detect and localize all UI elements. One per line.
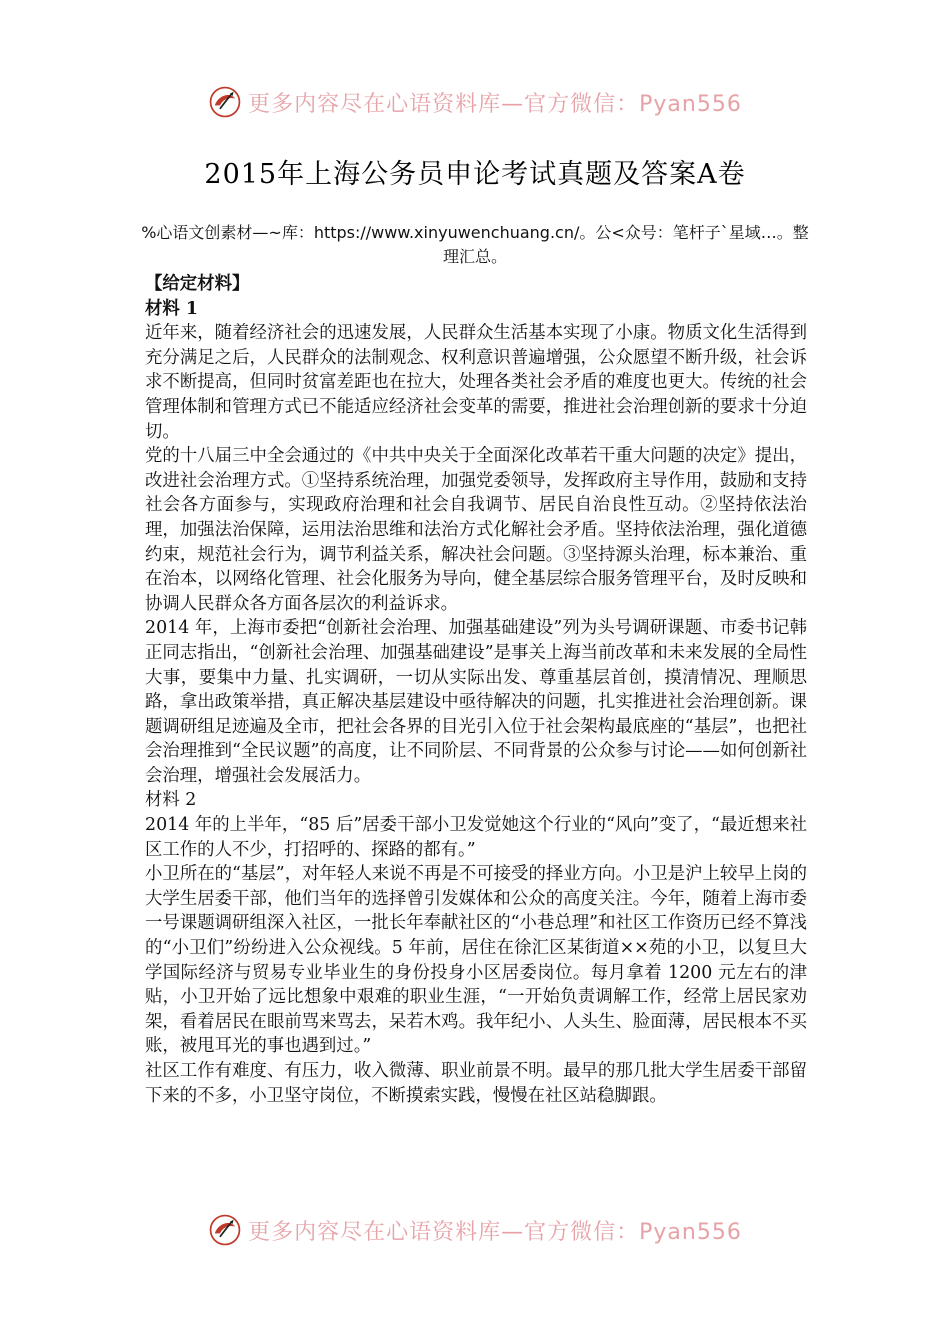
header-banner-text: 更多内容尽在心语资料库—官方微信：Pyan556 — [248, 91, 742, 117]
material-1-heading: 材料 1 — [145, 298, 198, 319]
section-heading: 【给定材料】 — [145, 274, 250, 294]
material-1-paragraph: 2014 年，上海市委把“创新社会治理、加强基础建设”列为头号调研课题、市委书记韩正同志指出，“创新社会治理、加强基础建设”是事关上海当前改革和未来发展的全局性大事，要集中力量、扎实调研，一切从实际出发、尊重基层首创，摸清情况、理顺思路，拿出政策举措，真正解决基层建设中亟待解决的问题，扎实推进社会治理创新。课题调研组足迹遍及全市，把社会各界的目光引入位于社会架构最底座的“基层”，也把社会治理推到“全民议题”的高度，让不同阶层、不同背景的公众参与讨论——如何创新社会治理，增强社会发展活力。 — [145, 618, 807, 786]
document-title: 2015年上海公务员申论考试真题及答案A卷 — [204, 159, 746, 190]
material-2-paragraph: 2014 年的上半年，“85 后”居委干部小卫发觉她这个行业的“风向”变了，“最近想来社区工作的人不少，打招呼的、探路的都有。” — [145, 815, 807, 860]
document-body — [145, 272, 807, 1108]
material-2-paragraph: 社区工作有难度、有压力，收入微薄、职业前景不明。最早的那几批大学生居委干部留下来的不多，小卫坚守岗位，不断摸索实践，慢慢在社区站稳脚跟。 — [145, 1061, 807, 1106]
dolphin-logo-icon — [208, 1213, 242, 1247]
footer-banner-text: 更多内容尽在心语资料库—官方微信：Pyan556 — [248, 1219, 742, 1245]
material-2-paragraph: 小卫所在的“基层”，对年轻人来说不再是不可接受的择业方向。小卫是沪上较早上岗的大学生居委干部，他们当年的选择曾引发媒体和公众的高度关注。今年，随着上海市委一号课题调研组深入社区，一批长年奉献社区的“小巷总理”和社区工作资历已经不算浅的“小卫们”纷纷进入公众视线。5 年前，居住在徐汇区某街道××苑的小卫，以复旦大学国际经济与贸易专业毕业生的身份投身小区居委岗位。每月拿着 1200 元左右的津贴，小卫开始了远比想象中艰难的职业生涯，“一开始负责调解工作，经常上居民家劝架，看着居民在眼前骂来骂去，呆若木鸡。我年纪小、人头生、脸面薄，居民根本不买账，被甩耳光的事也遇到过。” — [145, 864, 807, 1057]
footer-banner — [0, 1208, 950, 1252]
material-1-paragraph: 近年来，随着经济社会的迅速发展，人民群众生活基本实现了小康。物质文化生活得到充分满足之后，人民群众的法制观念、权利意识普遍增强，公众愿望不断升级，社会诉求不断提高，但同时贫富差距也在拉大，处理各类社会矛盾的难度也更大。传统的社会管理体制和管理方式已不能适应经济社会变革的需要，推进社会治理创新的要求十分迫切。 — [145, 323, 807, 442]
source-note: %心语文创素材—~库：https://www.xinyuwenchuang.cn/。公<众号：笔杆子`星域…。整理汇总。 — [141, 223, 809, 266]
header-banner — [0, 80, 950, 124]
material-1-paragraph: 党的十八届三中全会通过的《中共中央关于全面深化改革若干重大问题的决定》提出，改进社会治理方式。①坚持系统治理，加强党委领导，发挥政府主导作用，鼓励和支持社会各方面参与，实现政府治理和社会自我调节、居民自治良性互动。②坚持依法治理，加强法治保障，运用法治思维和法治方式化解社会矛盾。坚持依法治理，强化道德约束，规范社会行为，调节利益关系，解决社会问题。③坚持源头治理，标本兼治、重在治本，以网络化管理、社会化服务为导向，健全基层综合服务管理平台，及时反映和协调人民群众各方面各层次的利益诉求。 — [145, 446, 807, 614]
material-2-heading: 材料 2 — [145, 790, 197, 811]
dolphin-logo-icon — [208, 85, 242, 119]
